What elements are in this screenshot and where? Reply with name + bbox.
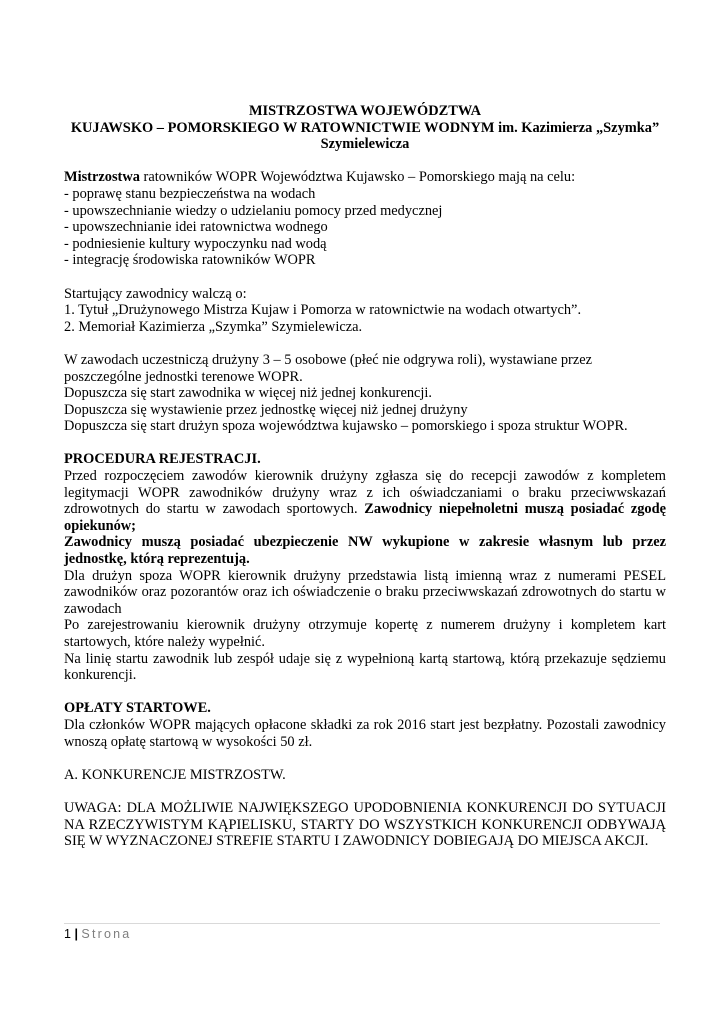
document-title: [64, 103, 666, 153]
registration-p1-bold: Zawodnicy niepełnoletni muszą posiadać zgodę opiekunów;: [64, 501, 666, 534]
goal-item: - upowszechnianie idei ratownictwa wodnego: [64, 219, 328, 236]
intro-section: [64, 169, 666, 269]
registration-paragraph-5: Na linię startu zawodnik lub zespół udaje się z wypełnioną kartą startową, którą przekazuje sędziemu konkurencji.: [64, 650, 666, 684]
page-number: 1: [64, 927, 71, 941]
awards-section: [64, 286, 666, 336]
registration-paragraph-4: Po zarejestrowaniu kierownik drużyny otrzymuje kopertę z numerem drużyny i kompletem kart startowych, które należy wypełnić.: [64, 617, 666, 650]
competitions-section: [64, 767, 666, 850]
teams-paragraph: W zawodach uczestniczą drużyny 3 – 5 osobowe (płeć nie odgrywa roli), wystawiane przez poszczególne jednostki terenowe WOPR.: [64, 351, 592, 385]
registration-paragraph-2: [64, 534, 666, 567]
intro-rest: ratowników WOPR Województwa Kujawsko – Pomorskiego mają na celu:: [139, 169, 576, 186]
competitions-note: UWAGA: DLA MOŻLIWIE NAJWIĘKSZEGO UPODOBNIENIA KONKURENCJI DO SYTUACJI NA RZECZYWISTYM KĄPIELISKU, STARTY DO WSZYSTKICH KONKURENCJI ODBYWAJĄ SIĘ W WYZNACZONEJ STREFIE STARTU I ZAWODNICY DOBIEGAJĄ DO MIEJSCA AKCJI.: [64, 799, 666, 850]
footer-label: Strona: [81, 927, 132, 941]
title-line-3: Szymielewicza: [320, 136, 410, 153]
registration-section: [64, 451, 666, 683]
intro-lead: [64, 169, 666, 186]
registration-p2-bold: Zawodnicy muszą posiadać ubezpieczenie NW wykupione w zakresie własnym lub przez jednostkę, którą reprezentują.: [64, 534, 666, 568]
teams-rule: Dopuszcza się wystawienie przez jednostkę więcej niż jednej drużyny: [64, 401, 468, 418]
registration-paragraph-3: Dla drużyn spoza WOPR kierownik drużyny przedstawia listą imienną wraz z numerami PESEL zawodników oraz pozorantów oraz ich oświadczenie o braku przeciwwskazań zdrowotnych do startu w zawodach: [64, 567, 666, 617]
competitions-heading: A. KONKURENCJE MISTRZOSTW.: [64, 766, 286, 783]
footer-divider: [64, 923, 660, 924]
footer-separator: |: [74, 927, 78, 941]
fees-text: Dla członków WOPR mających opłacone składki za rok 2016 start jest bezpłatny. Pozostali zawodnicy wnoszą opłatę startową w wysokości 50 zł.: [64, 716, 666, 750]
teams-rule: Dopuszcza się start zawodnika w więcej niż jednej konkurencji.: [64, 385, 433, 402]
fees-section: [64, 700, 666, 750]
registration-heading: PROCEDURA REJESTRACJI.: [64, 451, 261, 468]
award-item: 2. Memoriał Kazimierza „Szymka” Szymielewicza.: [64, 318, 363, 335]
goal-item: - podniesienie kultury wypoczynku nad wodą: [64, 235, 327, 252]
goal-item: - integrację środowiska ratowników WOPR: [64, 252, 316, 269]
intro-bold-lead: Mistrzostwa: [64, 169, 140, 186]
goal-item: - upowszechnianie wiedzy o udzielaniu pomocy przed medycznej: [64, 202, 443, 219]
page-footer: [64, 927, 131, 941]
teams-section: [64, 352, 666, 435]
registration-paragraph-1: [64, 468, 666, 534]
registration-p1-text: Przed rozpoczęciem zawodów kierownik drużyny zgłasza się do recepcji zawodów z kompletem legitymacji WOPR zawodników drużyny wraz z ich oświadczaniami o braku przeciwwskazań zdrowotnych do startu w zawodach sportowych.: [64, 468, 666, 518]
award-item: 1. Tytuł „Drużynowego Mistrza Kujaw i Pomorza w ratownictwie na wodach otwartych”.: [64, 302, 582, 319]
title-line-1: MISTRZOSTWA WOJEWÓDZTWA: [248, 103, 482, 119]
goal-item: - poprawę stanu bezpieczeństwa na wodach: [64, 185, 316, 202]
awards-lead: Startujący zawodnicy walczą o:: [64, 285, 247, 302]
teams-rule: Dopuszcza się start drużyn spoza województwa kujawsko – pomorskiego i spoza struktur WOPR.: [64, 418, 628, 435]
document-body: [64, 103, 666, 850]
fees-heading: OPŁATY STARTOWE.: [64, 700, 211, 717]
title-line-2: KUJAWSKO – POMORSKIEGO W RATOWNICTWIE WODNYM im. Kazimierza „Szymka”: [70, 119, 660, 136]
